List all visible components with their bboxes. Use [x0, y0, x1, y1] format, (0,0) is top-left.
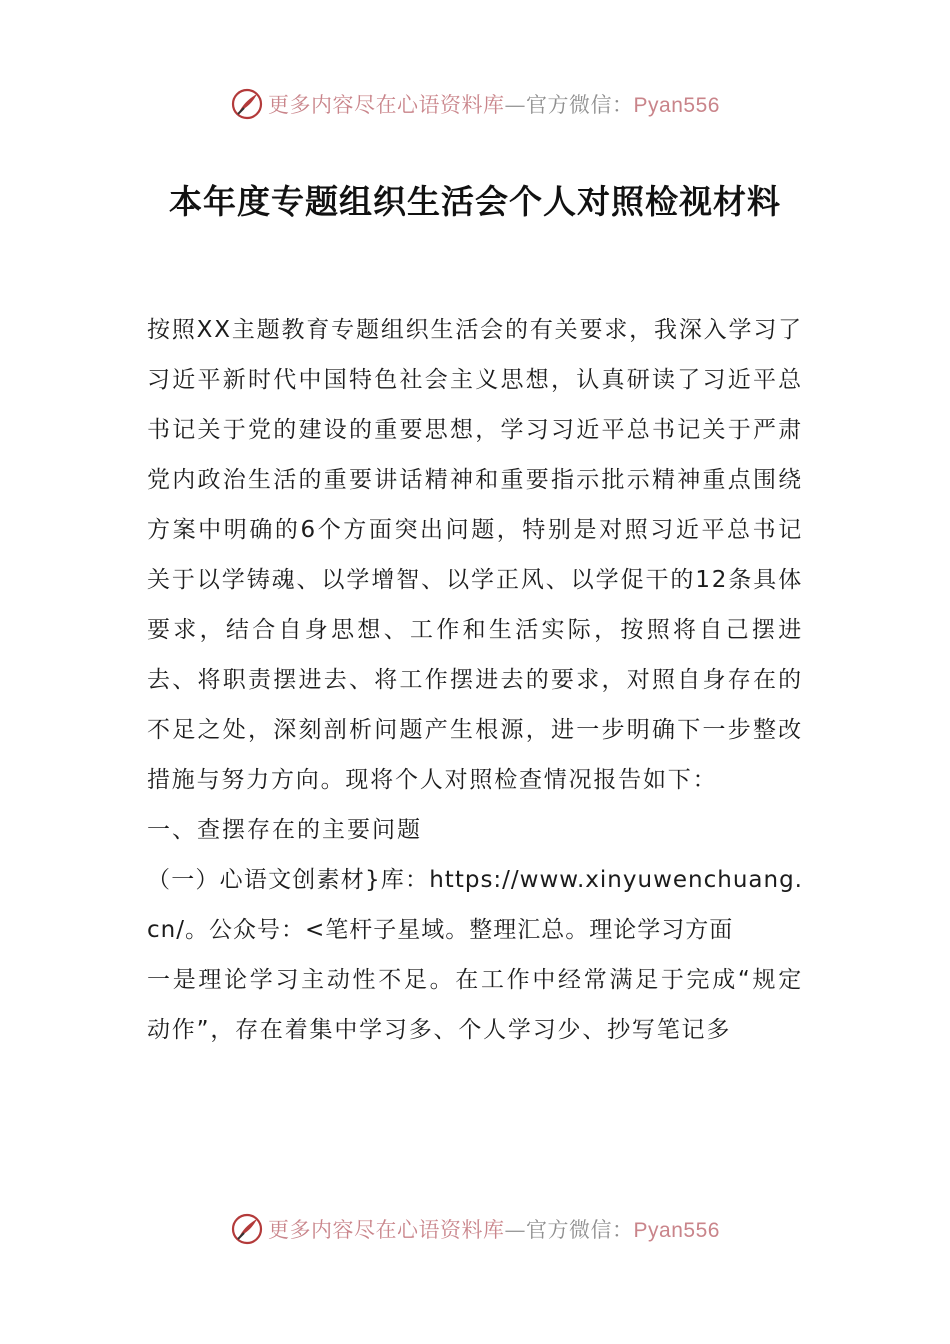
section-heading: 一、查摆存在的主要问题	[147, 817, 422, 843]
watermark-text: 更多内容尽在心语资料库—官方微信：Pyan556	[268, 1218, 720, 1242]
document-body	[147, 305, 803, 1055]
subsection-heading: （一）心语文创素材}库：https://www.xinyuwenchuang.cn/。公众号：<笔杆子星域。整理汇总。理论学习方面	[147, 867, 803, 943]
header-watermark-banner	[0, 84, 950, 124]
quill-logo-icon	[230, 87, 264, 121]
document-title: 本年度专题组织生活会个人对照检视材料	[169, 182, 781, 221]
body-paragraph: 一是理论学习主动性不足。在工作中经常满足于完成“规定动作”，存在着集中学习多、个人学习少、抄写笔记多	[147, 967, 803, 1043]
watermark-text: 更多内容尽在心语资料库—官方微信：Pyan556	[268, 93, 720, 117]
quill-logo-icon	[230, 1212, 264, 1246]
footer-watermark-banner	[0, 1209, 950, 1249]
intro-paragraph: 按照XX主题教育专题组织生活会的有关要求，我深入学习了习近平新时代中国特色社会主义思想，认真研读了习近平总书记关于党的建设的重要思想，学习习近平总书记关于严肃党内政治生活的重要讲话精神和重要指示批示精神重点围绕方案中明确的6个方面突出问题，特别是对照习近平总书记关于以学铸魂、以学增智、以学正风、以学促干的12条具体要求，结合自身思想、工作和生活实际，按照将自己摆进去、将职责摆进去、将工作摆进去的要求，对照自身存在的不足之处，深刻剖析问题产生根源，进一步明确下一步整改措施与努力方向。现将个人对照检查情况报告如下：	[147, 317, 803, 793]
